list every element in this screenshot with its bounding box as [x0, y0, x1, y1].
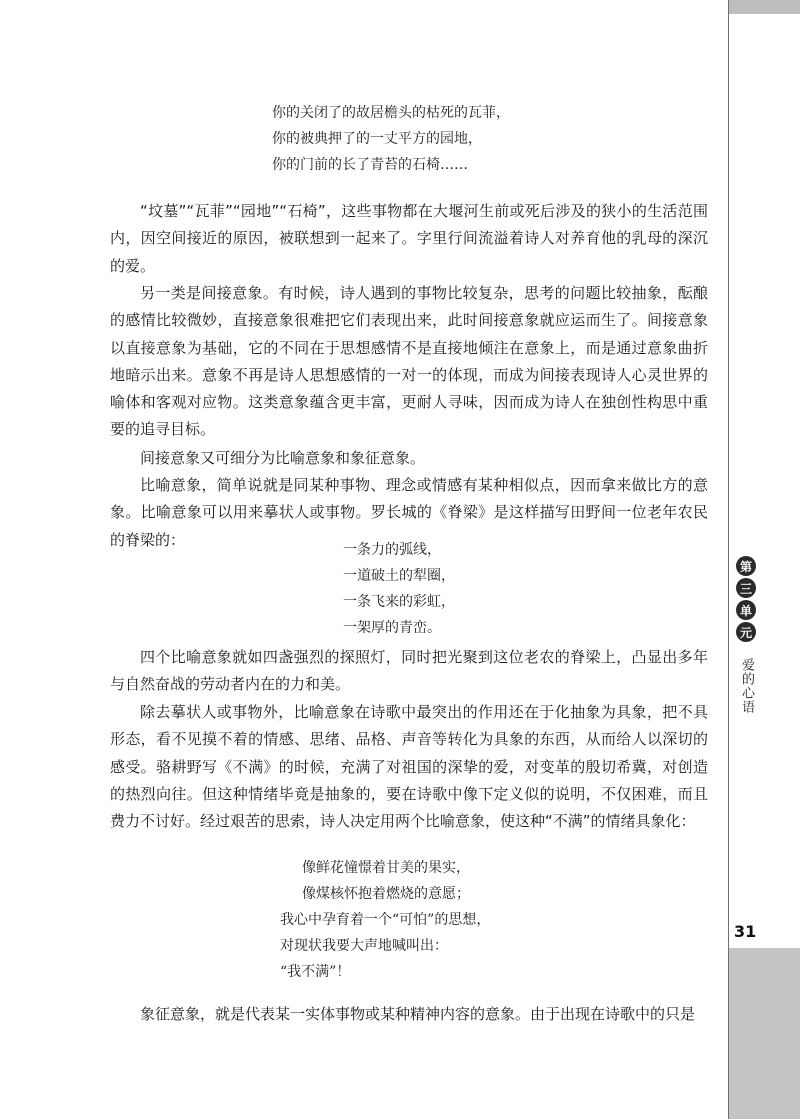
paragraph: 另一类是间接意象。有时候，诗人遇到的事物比较复杂，思考的问题比较抽象，酝酿的感情比较微妙，直接意象很难把它们表现出来，此时间接意象就应运而生了。间接意象以直接意象为基础，它的不同在于思想感情不是直接地倾注在意象上，而是通过意象曲折地暗示出来。意象不再是诗人思想感情的一对一的体现，而成为间接表现诗人心灵世界的喻体和客观对应物。这类意象蕴含更丰富，更耐人寻味，因而成为诗人在独创性构思中重要的追寻目标。 — [110, 284, 708, 439]
unit-char: 元 — [736, 622, 756, 642]
poem-line: 一条力的弧线， — [343, 542, 441, 558]
poem-line: 像煤核怀抱着燃烧的意愿； — [302, 886, 470, 902]
margin-bottom-band — [729, 948, 800, 1119]
poem-excerpt-1 — [272, 100, 510, 178]
unit-char: 第 — [736, 556, 756, 576]
poem-line: 一道破土的犁圈， — [343, 568, 455, 584]
poem-excerpt-2 — [343, 537, 455, 641]
poem-line: 你的被典押了的一丈平方的园地， — [272, 131, 482, 147]
poem-line: 我心中孕育着一个“可怕”的思想， — [280, 912, 491, 928]
paragraph: 比喻意象，简单说就是同某种事物、理念或情感有某种相似点，因而拿来做比方的意象。比喻意象可以用来摹状人或事物。罗长城的《脊梁》是这样描写田野间一位老年农民的脊梁的： — [110, 476, 708, 549]
poem-line: 像鲜花憧憬着甘美的果实， — [302, 860, 470, 876]
unit-label — [733, 556, 759, 644]
page-number: 31 — [734, 922, 757, 941]
unit-char: 三 — [736, 578, 756, 598]
unit-char: 单 — [736, 600, 756, 620]
poem-line: 你的门前的长了青苔的石椅…… — [272, 157, 468, 173]
paragraph: 除去摹状人或事物外，比喻意象在诗歌中最突出的作用还在于化抽象为具象，把不具形态，看不见摸不着的情感、思绪、品格、声音等转化为具象的东西，从而给人以深切的感受。骆耕野写《不满》的时候，充满了对祖国的深挚的爱，对变革的殷切希冀，对创造的热烈向往。但这种情绪毕竟是抽象的，要在诗歌中像下定义似的说明，不仅困难，而且费力不讨好。经过艰苦的思索，诗人决定用两个比喻意象，使这种“不满”的情绪具象化： — [110, 703, 708, 831]
unit-title: 爱的心语 — [739, 658, 754, 714]
poem-line: 对现状我要大声地喊叫出： — [280, 938, 448, 954]
poem-excerpt-3 — [280, 855, 490, 985]
margin-top-band — [729, 0, 800, 14]
poem-line: 你的关闭了的故居檐头的枯死的瓦菲， — [272, 105, 510, 121]
poem-line: 一架厚的青峦。 — [343, 620, 441, 636]
paragraph: 四个比喻意象就如四盏强烈的探照灯，同时把光聚到这位老农的脊梁上，凸显出多年与自然奋战的劳动者内在的力和美。 — [110, 648, 708, 694]
poem-line: “我不满”！ — [280, 964, 351, 980]
paragraph: 间接意象又可细分为比喻意象和象征意象。 — [140, 449, 426, 467]
poem-line: 一条飞来的彩虹， — [343, 594, 455, 610]
paragraph: “坟墓”“瓦菲”“园地”“石椅”，这些事物都在大堰河生前或死后涉及的狭小的生活范围内，因空间接近的原因，被联想到一起来了。字里行间流溢着诗人对养育他的乳母的深沉的爱。 — [110, 202, 708, 275]
paragraph: 象征意象，就是代表某一实体事物或某种精神内容的意象。由于出现在诗歌中的只是 — [140, 1005, 696, 1023]
